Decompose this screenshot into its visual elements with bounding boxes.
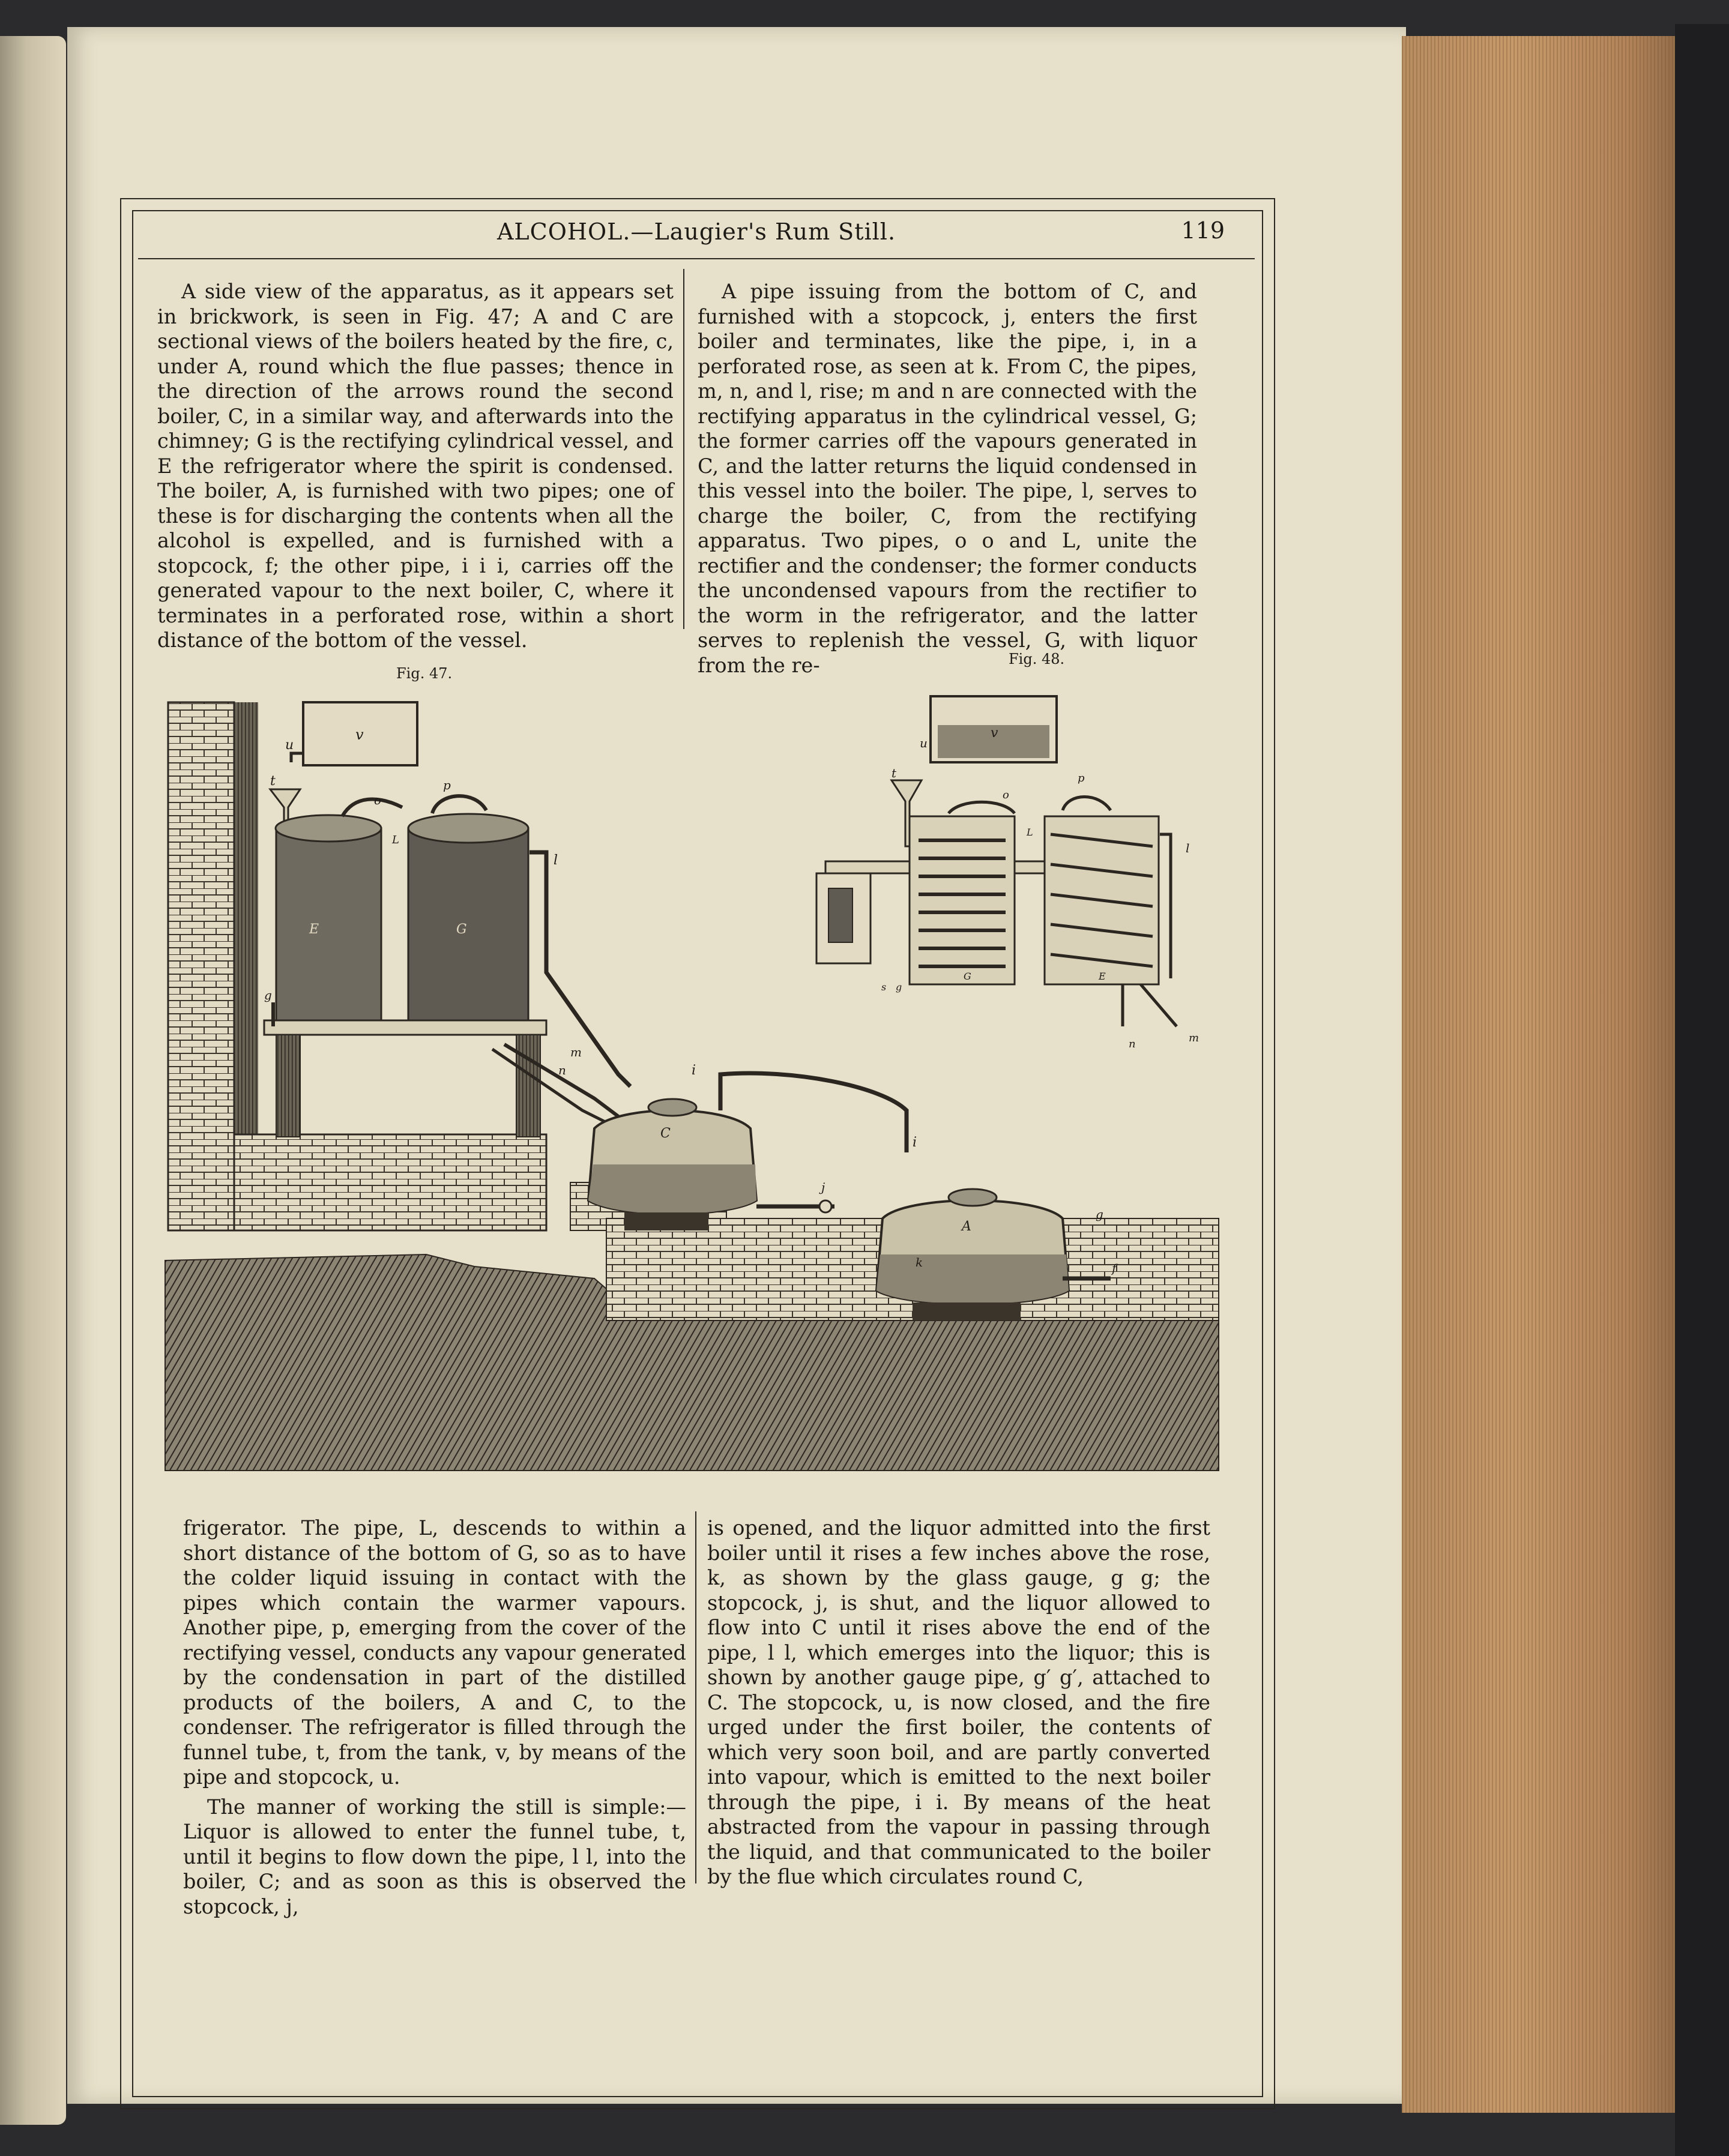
label-i-c: i — [692, 1063, 696, 1078]
label-g-a: g — [1096, 1207, 1103, 1221]
left-page-edge — [0, 36, 66, 2125]
text-column-top-left — [157, 279, 674, 653]
page-number: 119 — [1181, 217, 1225, 244]
label-p: p — [443, 778, 451, 792]
fig48-label-t: t — [892, 766, 897, 780]
paragraph: is opened, and the liquor admitted into the first boiler until it rises a few inches above the rose, k, as shown by the glass gauge, g g; the stopcock, j, is shut, and the liquor allowed to flow into C until it rises above the end of the pipe, l l, which emerges into the liquor; this is shown by another gauge pipe, g′ g′, attached to C. The stopcock, u, is now closed, and the fire urged under the first boiler, the contents of which very soon boil, and are partly converted into vapour, which is emitted to the next boiler through the pipe, i i. By means of the heat abstracted from the vapour in passing through the liquid, and that communicated to the boiler by the flue which circulates round C, — [707, 1516, 1210, 1888]
label-j: j — [821, 1180, 825, 1194]
text-column-top-right — [698, 279, 1197, 678]
fig48-label-L: L — [1027, 827, 1033, 838]
label-k: k — [916, 1255, 923, 1269]
text-column-bottom-left — [183, 1516, 686, 1919]
label-n: n — [558, 1063, 566, 1077]
label-t: t — [270, 774, 276, 789]
fig48-label-g: g — [896, 981, 902, 993]
label-l: l — [554, 853, 558, 868]
fig48-label-o: o — [1003, 789, 1009, 801]
text-column-bottom-right — [707, 1516, 1210, 1890]
label-G: G — [456, 922, 467, 937]
figure-48 — [816, 696, 1199, 1050]
fig48-label-n: n — [1129, 1038, 1136, 1050]
paragraph: A pipe issuing from the bottom of C, and furnished with a stopcock, j, enters the first boiler and terminates, like the pipe, i, in a perforated rose, as seen at k. From C, the pipes, m, n, and l, rise; m and n are connected with the rectifying apparatus in the cylindrical vessel, G; the former carries off the vapours generated in C, and the latter returns the liquid condensed in this vessel into the boiler. The pipe, l, serves to charge the boiler, C, from the rectifying apparatus. Two pipes, o o and L, unite the rectifier and the condenser; the former conducts the uncondensed vapours from the rectifier to the worm in the refrigerator, and the latter serves to replenish the vessel, G, with liquor from the re- — [698, 280, 1197, 677]
still-illustration — [162, 690, 1231, 1507]
fig48-label-G: G — [964, 971, 971, 982]
label-g-e: g — [264, 988, 272, 1002]
paragraph: frigerator. The pipe, L, descends to within a short distance of the bottom of G, so as to have the colder liquid issuing in contact with the pipes which contain the warmer vapours. Another pipe, p, emerging from the cover of the rectifying vessel, conducts any vapour generated by the condensation in part of the distilled products of the boilers, A and C, to the condenser. The refrigerator is filled through the funnel tube, t, from the tank, v, by means of the pipe and stopcock, u. — [183, 1516, 686, 1789]
fig48-label-m: m — [1189, 1032, 1199, 1044]
page-block-edge — [1402, 36, 1684, 2113]
column-rule-bottom — [695, 1511, 696, 1883]
fig48-label-u: u — [920, 736, 928, 750]
running-title: ALCOHOL.—Laugier's Rum Still. — [496, 218, 896, 245]
fig48-label-v: v — [991, 726, 998, 741]
label-i-a: i — [913, 1135, 917, 1150]
fig48-label-l: l — [1186, 841, 1190, 855]
label-A: A — [962, 1219, 971, 1234]
label-E: E — [309, 922, 319, 937]
fig48-label-E: E — [1099, 971, 1106, 982]
label-f: f — [1112, 1261, 1117, 1275]
paragraph: The manner of working the still is simple:— Liquor is allowed to enter the funnel tube, t, until it begins to flow down the pipe, l l, into the boiler, C; and as soon as this is observed the stopcock, j, — [183, 1795, 686, 1918]
label-C: C — [660, 1126, 671, 1141]
running-header — [138, 211, 1255, 259]
label-m: m — [570, 1045, 582, 1059]
fig47-caption: Fig. 47. — [396, 665, 453, 682]
fig48-caption: Fig. 48. — [1009, 651, 1065, 667]
paragraph: A side view of the apparatus, as it appears set in brickwork, is seen in Fig. 47; A and C are sectional views of the boilers heated by the fire, c, under A, round which the flue passes; thence in the direction of the arrows round the second boiler, C, in a similar way, and afterwards into the chimney; G is the rectifying cylindrical vessel, and E the refrigerator where the spirit is condensed. The boiler, A, is furnished with two pipes; one of these is for discharging the contents when all the alcohol is expelled, and is furnished with a stopcock, f; the other pipe, i i i, carries off the generated vapour to the next boiler, C, where it terminates in a perforated rose, within a short distance of the bottom of the vessel. — [157, 280, 674, 652]
label-v: v — [355, 726, 364, 743]
label-u: u — [285, 738, 294, 753]
label-L: L — [392, 834, 399, 846]
column-rule-top — [683, 269, 684, 629]
book-cover — [1675, 24, 1729, 2156]
fig48-label-p: p — [1078, 772, 1085, 784]
label-o: o — [374, 793, 382, 807]
fig48-label-s: s — [881, 981, 887, 993]
